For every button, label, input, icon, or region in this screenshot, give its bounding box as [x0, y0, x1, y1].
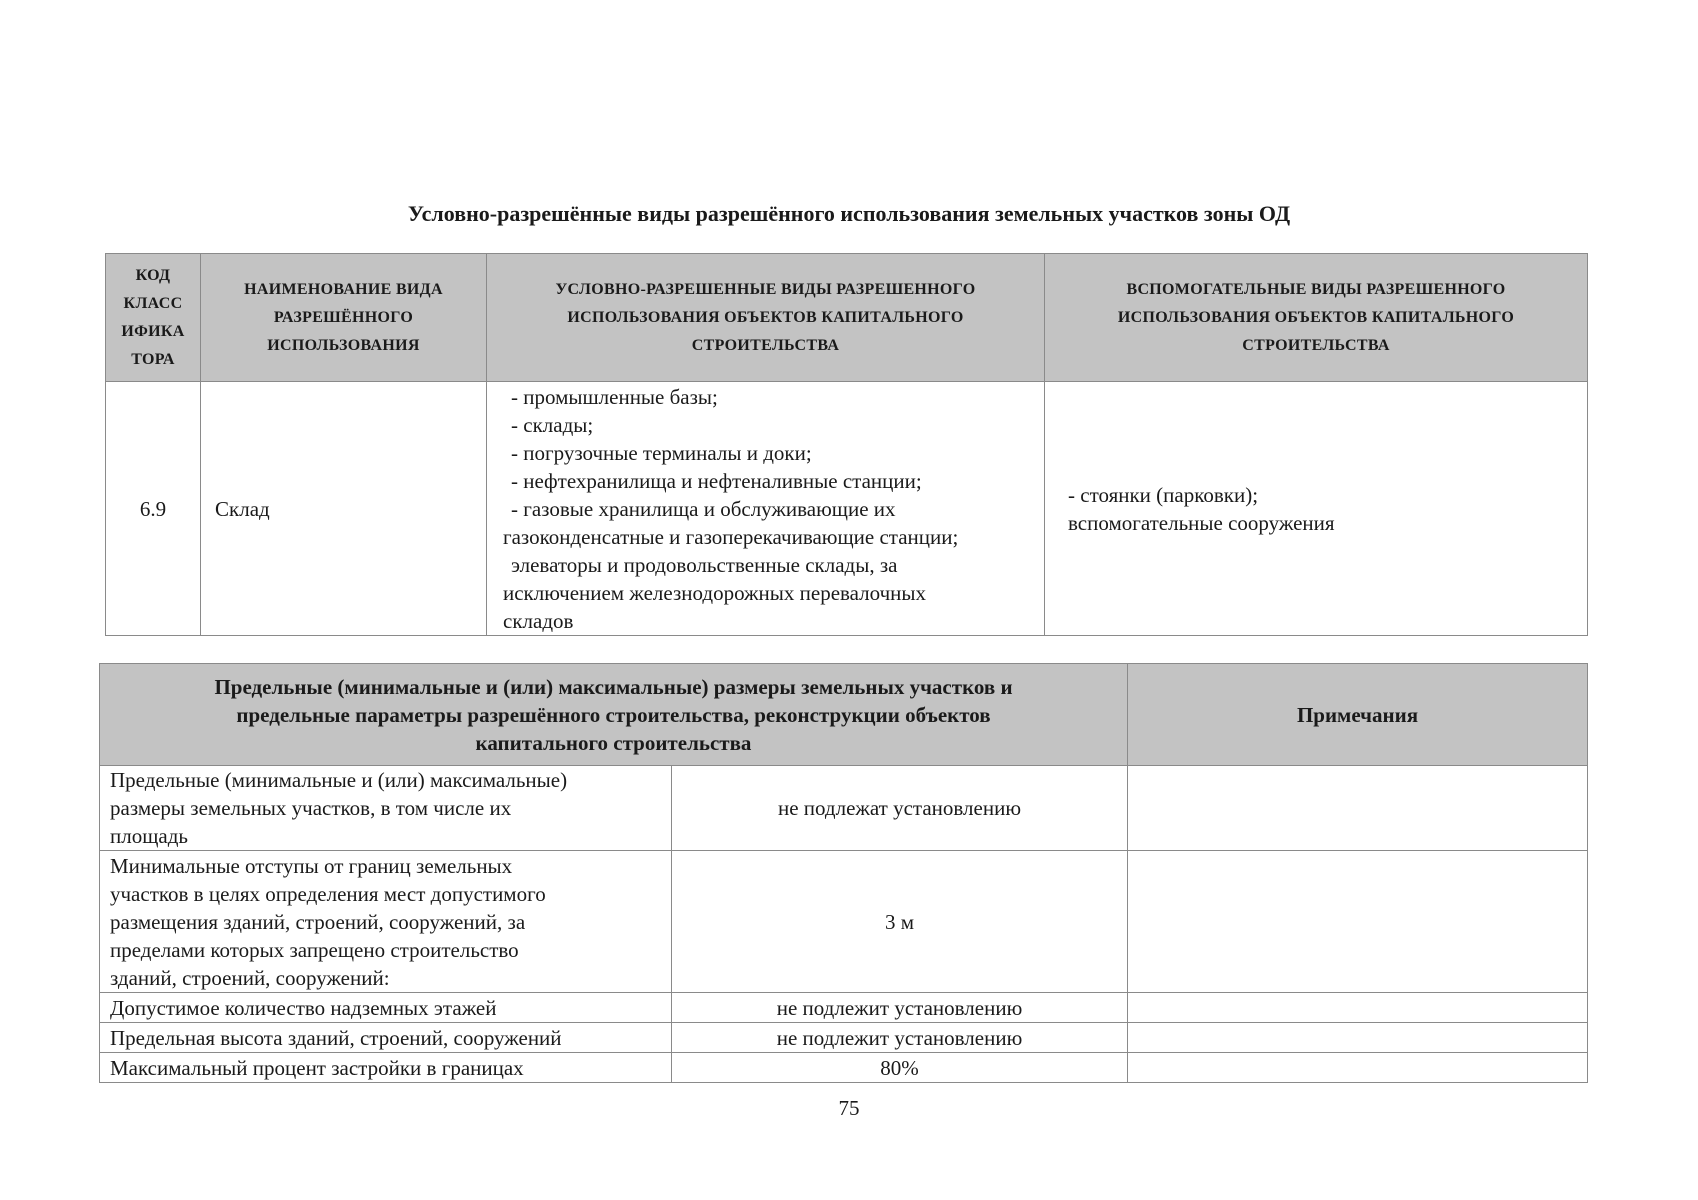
conditional-use-item: - нефтехранилища и нефтеналивные станции; [511, 468, 922, 493]
conditional-use-item: - промышленные базы; [511, 384, 718, 409]
table-row [100, 851, 1588, 993]
auxiliary-use-item: - стоянки (парковки); [1068, 482, 1259, 507]
parameter-value: не подлежит установлению [672, 993, 1128, 1023]
parameter-value: не подлежат установлению [672, 766, 1128, 851]
parameters-header-row [100, 664, 1588, 766]
auxiliary-uses-cell [1045, 382, 1588, 636]
header-use-name: НАИМЕНОВАНИЕ ВИДА РАЗРЕШЁННОГО ИСПОЛЬЗОВАНИЯ [201, 254, 487, 382]
conditional-uses-cell [487, 382, 1045, 636]
table-row [100, 1023, 1588, 1053]
table-row [100, 993, 1588, 1023]
parameter-label: Максимальный процент застройки в границах [100, 1053, 672, 1083]
conditional-use-item: исключением железнодорожных перевалочных [503, 580, 927, 605]
auxiliary-use-item: вспомогательные сооружения [1068, 510, 1335, 535]
use-code: 6.9 [106, 382, 201, 636]
header-conditional-uses: УСЛОВНО-РАЗРЕШЕННЫЕ ВИДЫ РАЗРЕШЕННОГО ИСПОЛЬЗОВАНИЯ ОБЪЕКТОВ КАПИТАЛЬНОГО СТРОИТЕЛЬСТВА [487, 254, 1045, 382]
parameter-note [1128, 851, 1588, 993]
conditional-use-item: элеваторы и продовольственные склады, за [511, 552, 898, 577]
parameter-note [1128, 1023, 1588, 1053]
parameter-label: Минимальные отступы от границ земельных участков в целях определения мест допустимого размещения зданий, строений, сооружений, за пределами которых запрещено строительство зданий, строений, сооружений: [100, 851, 672, 993]
page-number: 75 [838, 1096, 860, 1120]
parameter-label: Предельные (минимальные и (или) максимальные) размеры земельных участков, в том числе их площадь [100, 766, 672, 851]
table-row [100, 1053, 1588, 1083]
table-row [106, 382, 1588, 636]
parameter-value: не подлежит установлению [672, 1023, 1128, 1053]
parameter-note [1128, 766, 1588, 851]
parameters-table [99, 663, 1588, 1083]
parameter-label: Допустимое количество надземных этажей [100, 993, 672, 1023]
parameter-label: Предельная высота зданий, строений, сооружений [100, 1023, 672, 1053]
use-name: Склад [201, 382, 487, 636]
parameter-value: 80% [672, 1053, 1128, 1083]
header-notes: Примечания [1128, 664, 1588, 766]
conditional-use-item: складов [503, 608, 574, 633]
header-limit-parameters: Предельные (минимальные и (или) максимальные) размеры земельных участков и предельные параметры разрешённого строительства, реконструкции объектов капитального строительства [100, 664, 1128, 766]
parameter-note [1128, 993, 1588, 1023]
permitted-use-table [105, 253, 1588, 636]
document-title: Условно-разрешённые виды разрешённого использования земельных участков зоны ОД [407, 201, 1291, 226]
conditional-use-item: - погрузочные терминалы и доки; [511, 440, 812, 465]
header-code: КОД КЛАСС ИФИКА ТОРА [106, 254, 201, 382]
parameter-note [1128, 1053, 1588, 1083]
table-row [100, 766, 1588, 851]
parameter-value: 3 м [672, 851, 1128, 993]
permitted-use-header-row [106, 254, 1588, 382]
conditional-use-item: газоконденсатные и газоперекачивающие станции; [503, 524, 959, 549]
header-auxiliary-uses: ВСПОМОГАТЕЛЬНЫЕ ВИДЫ РАЗРЕШЕННОГО ИСПОЛЬЗОВАНИЯ ОБЪЕКТОВ КАПИТАЛЬНОГО СТРОИТЕЛЬСТВА [1045, 254, 1588, 382]
conditional-use-item: - газовые хранилища и обслуживающие их [511, 496, 896, 521]
conditional-use-item: - склады; [511, 412, 594, 437]
